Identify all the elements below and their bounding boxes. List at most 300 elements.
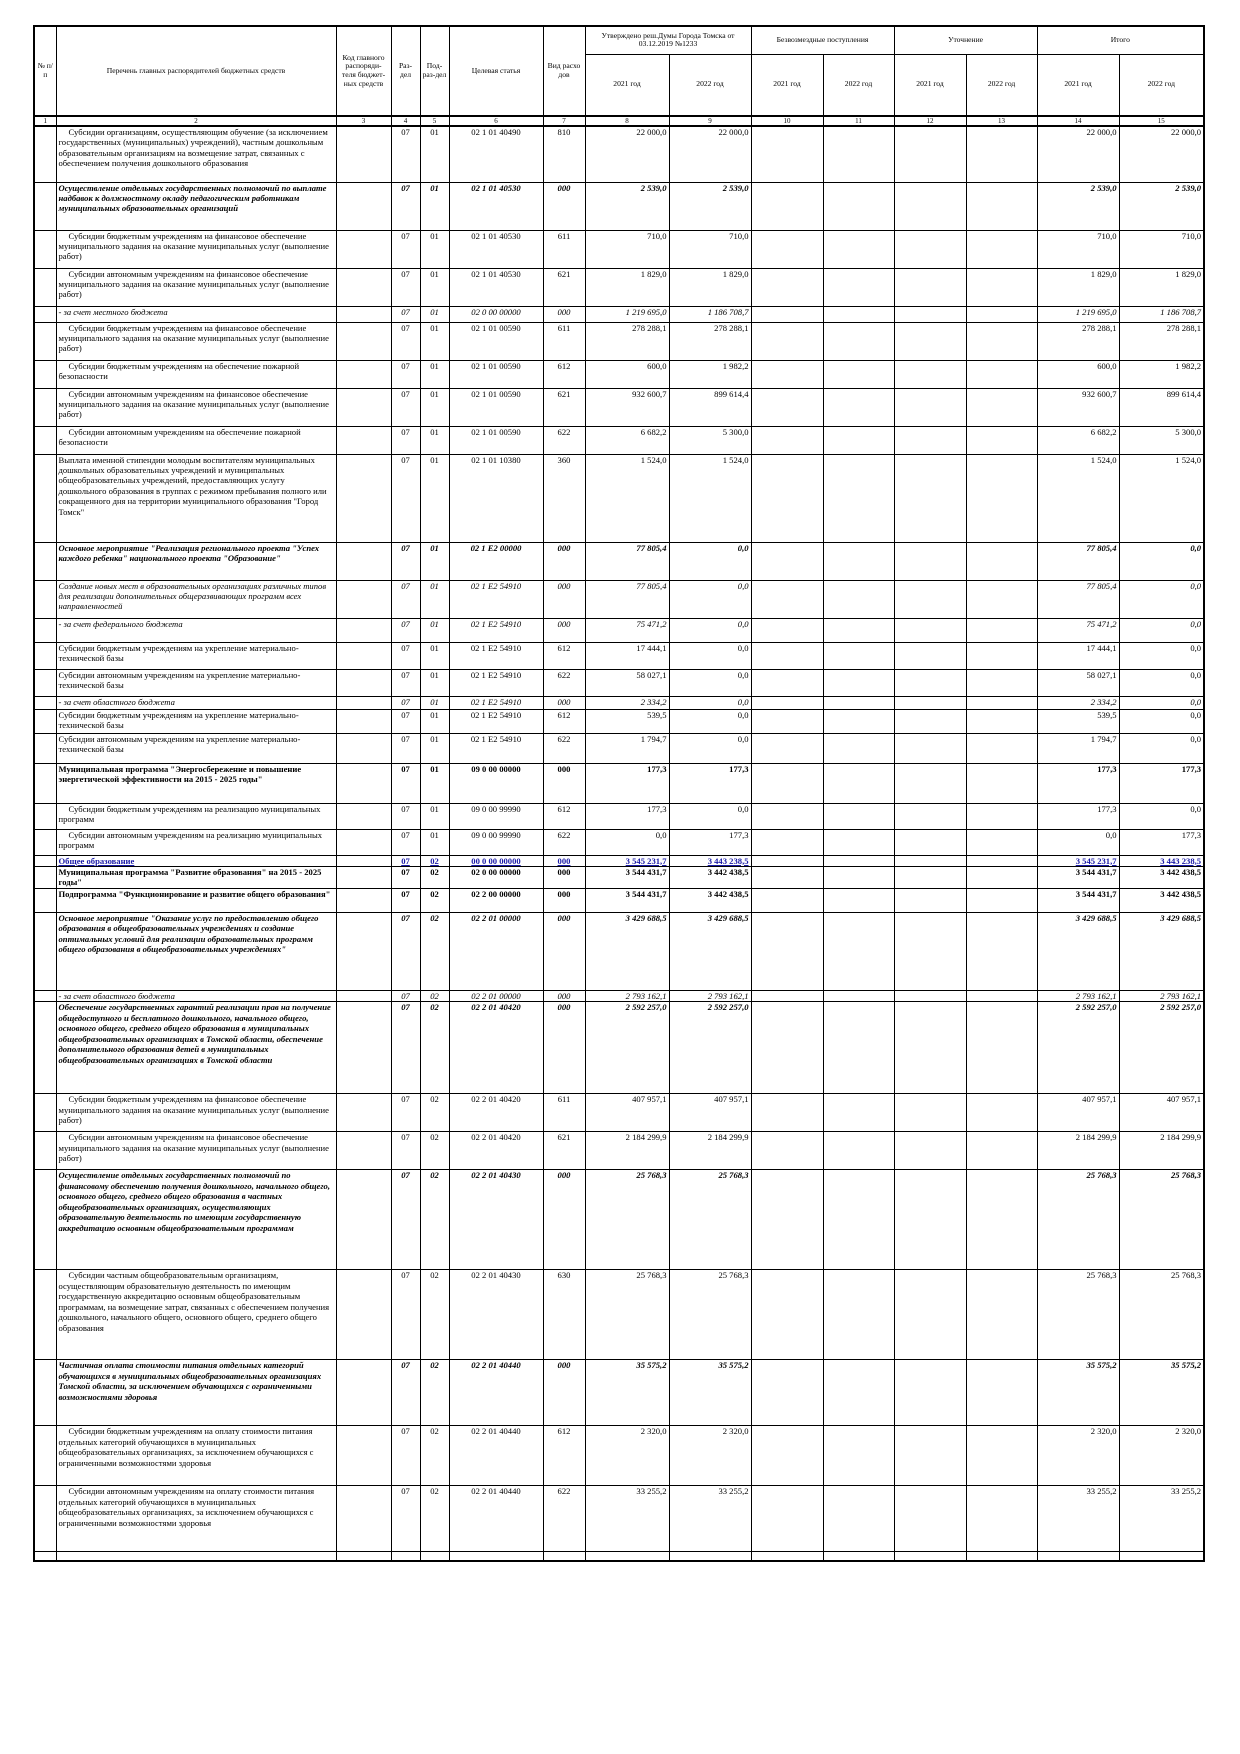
empty-cell: [823, 1552, 894, 1562]
header-approved: Утверждено реш.Думы Города Томска от 03.12.2019 №1233: [585, 26, 751, 54]
cell-grbs: [336, 855, 391, 866]
cell-no: [34, 733, 56, 763]
cell-no: [34, 360, 56, 388]
cell-podrazdel: 01: [420, 580, 449, 618]
cell-clarify-2021: [894, 888, 966, 912]
cell-name: Субсидии автономным учреждениям на реализацию муниципальных программ: [56, 829, 336, 855]
cell-podrazdel: 01: [420, 182, 449, 230]
cell-razdel: 07: [391, 696, 420, 709]
cell-total-2021: 278 288,1: [1037, 322, 1119, 360]
header-podrazdel: Под-раз-дел: [420, 26, 449, 116]
table-body: [34, 126, 1204, 1561]
cell-free-2021: [751, 829, 823, 855]
cell-total-2022: 1 186 708,7: [1119, 306, 1204, 322]
header-clarify: Уточнение: [894, 26, 1037, 54]
table-row: [34, 1486, 1204, 1552]
cell-grbs: [336, 1270, 391, 1360]
cell-no: [34, 322, 56, 360]
cell-podrazdel: 02: [420, 1002, 449, 1094]
cell-clarify-2022: [966, 642, 1037, 669]
cell-total-2022: 0,0: [1119, 669, 1204, 696]
cell-clarify-2022: [966, 1002, 1037, 1094]
cell-target: 02 2 01 40420: [449, 1002, 543, 1094]
cell-total-2021: 1 829,0: [1037, 268, 1119, 306]
cell-approved-2021: 932 600,7: [585, 388, 669, 426]
cell-name: - за счет областного бюджета: [56, 696, 336, 709]
cell-target: 02 2 00 00000: [449, 888, 543, 912]
cell-free-2021: [751, 866, 823, 888]
cell-total-2022: 2 793 162,1: [1119, 990, 1204, 1001]
cell-total-2021: 58 027,1: [1037, 669, 1119, 696]
cell-clarify-2022: [966, 855, 1037, 866]
cell-clarify-2022: [966, 268, 1037, 306]
column-number: 10: [751, 116, 823, 126]
cell-clarify-2022: [966, 803, 1037, 829]
cell-total-2021: 3 544 431,7: [1037, 888, 1119, 912]
cell-free-2022: [823, 1094, 894, 1132]
column-number: 13: [966, 116, 1037, 126]
cell-total-2021: 3 429 688,5: [1037, 912, 1119, 990]
cell-razdel: 07: [391, 182, 420, 230]
cell-clarify-2021: [894, 829, 966, 855]
cell-vid: 000: [543, 580, 585, 618]
cell-target: 09 0 00 99990: [449, 803, 543, 829]
table-row: [34, 912, 1204, 990]
cell-free-2021: [751, 182, 823, 230]
cell-razdel: 07: [391, 388, 420, 426]
cell-total-2022: 22 000,0: [1119, 126, 1204, 182]
cell-clarify-2022: [966, 1132, 1037, 1170]
cell-clarify-2021: [894, 182, 966, 230]
cell-total-2021: 3 544 431,7: [1037, 866, 1119, 888]
cell-total-2021: 25 768,3: [1037, 1270, 1119, 1360]
cell-name: Субсидии автономным учреждениям на обеспечение пожарной безопасности: [56, 426, 336, 454]
column-number: 1: [34, 116, 56, 126]
header-year: 2021 год: [894, 54, 966, 116]
cell-total-2022: 3 429 688,5: [1119, 912, 1204, 990]
cell-no: [34, 888, 56, 912]
cell-podrazdel: 02: [420, 912, 449, 990]
cell-vid: 612: [543, 642, 585, 669]
cell-total-2021: 22 000,0: [1037, 126, 1119, 182]
cell-free-2021: [751, 642, 823, 669]
cell-approved-2022: 33 255,2: [669, 1486, 751, 1552]
cell-target: 02 2 01 00000: [449, 912, 543, 990]
cell-name: Подпрограмма "Функционирование и развитие общего образования": [56, 888, 336, 912]
cell-no: [34, 618, 56, 642]
table-row: [34, 1360, 1204, 1426]
cell-no: [34, 1132, 56, 1170]
cell-free-2022: [823, 322, 894, 360]
table-row: [34, 888, 1204, 912]
cell-free-2022: [823, 763, 894, 803]
empty-cell: [420, 1552, 449, 1562]
cell-target: 02 1 E2 54910: [449, 709, 543, 733]
cell-name: Осуществление отдельных государственных полномочий по финансовому обеспечению получения дошкольного, начального общего, основного общего, среднего общего образования в частных общеобразовательных организациях, осуществляющих образовательную деятельность по имеющим государственную аккредитацию основным общеобразовательным программам: [56, 1170, 336, 1270]
cell-target: 02 1 E2 54910: [449, 618, 543, 642]
cell-total-2021: 2 184 299,9: [1037, 1132, 1119, 1170]
cell-vid: 622: [543, 1486, 585, 1552]
cell-approved-2021: 2 592 257,0: [585, 1002, 669, 1094]
cell-target: 02 2 01 40420: [449, 1094, 543, 1132]
cell-grbs: [336, 360, 391, 388]
cell-vid: 000: [543, 696, 585, 709]
cell-grbs: [336, 1486, 391, 1552]
cell-vid: 000: [543, 763, 585, 803]
cell-clarify-2021: [894, 426, 966, 454]
budget-table: [33, 25, 1205, 1562]
column-number: 2: [56, 116, 336, 126]
cell-total-2021: 0,0: [1037, 829, 1119, 855]
cell-name: Субсидии бюджетным учреждениям на оплату стоимости питания отдельных категорий обучающихся в муниципальных общеобразовательных организациях, за исключением обучающихся с ограниченными возможностями здоровья: [56, 1426, 336, 1486]
cell-grbs: [336, 1132, 391, 1170]
cell-approved-2022: 0,0: [669, 803, 751, 829]
cell-free-2021: [751, 388, 823, 426]
cell-free-2021: [751, 855, 823, 866]
cell-name: Создание новых мест в образовательных организациях различных типов для реализации дополнительных общеразвивающих программ всех направленностей: [56, 580, 336, 618]
cell-no: [34, 990, 56, 1001]
cell-total-2021: 2 592 257,0: [1037, 1002, 1119, 1094]
header-year: 2022 год: [823, 54, 894, 116]
cell-clarify-2021: [894, 360, 966, 388]
table-row: [34, 1002, 1204, 1094]
cell-target: 02 1 01 40530: [449, 182, 543, 230]
cell-free-2021: [751, 230, 823, 268]
cell-free-2022: [823, 126, 894, 182]
cell-target: 02 1 01 40530: [449, 230, 543, 268]
cell-razdel: 07: [391, 1426, 420, 1486]
cell-no: [34, 803, 56, 829]
table-row: [34, 1270, 1204, 1360]
cell-name: Субсидии автономным учреждениям на оплату стоимости питания отдельных категорий обучающихся в муниципальных общеобразовательных организациях, за исключением обучающихся с ограниченными возможностями здоровья: [56, 1486, 336, 1552]
cell-free-2021: [751, 888, 823, 912]
cell-razdel: 07: [391, 1360, 420, 1426]
cell-podrazdel: 01: [420, 126, 449, 182]
cell-no: [34, 182, 56, 230]
cell-total-2022: 0,0: [1119, 542, 1204, 580]
cell-clarify-2021: [894, 1426, 966, 1486]
cell-target: 02 1 E2 54910: [449, 669, 543, 696]
cell-name: Субсидии бюджетным учреждениям на укрепление материально-технической базы: [56, 642, 336, 669]
cell-approved-2021: 2 539,0: [585, 182, 669, 230]
cell-vid: 000: [543, 306, 585, 322]
cell-free-2021: [751, 803, 823, 829]
cell-no: [34, 1360, 56, 1426]
cell-razdel: 07: [391, 126, 420, 182]
cell-free-2022: [823, 803, 894, 829]
cell-target: 02 1 01 00590: [449, 388, 543, 426]
cell-razdel: 07: [391, 866, 420, 888]
cell-clarify-2021: [894, 1002, 966, 1094]
cell-podrazdel: 01: [420, 388, 449, 426]
column-number: 4: [391, 116, 420, 126]
cell-target: 02 0 00 00000: [449, 306, 543, 322]
cell-vid: 000: [543, 1170, 585, 1270]
cell-approved-2022: 177,3: [669, 829, 751, 855]
cell-name: - за счет местного бюджета: [56, 306, 336, 322]
cell-no: [34, 696, 56, 709]
cell-total-2022: 177,3: [1119, 763, 1204, 803]
cell-clarify-2021: [894, 1270, 966, 1360]
header-year: 2021 год: [1037, 54, 1119, 116]
cell-approved-2022: 177,3: [669, 763, 751, 803]
cell-free-2022: [823, 888, 894, 912]
cell-target: 02 2 01 40430: [449, 1270, 543, 1360]
cell-grbs: [336, 580, 391, 618]
cell-approved-2021: 278 288,1: [585, 322, 669, 360]
cell-target: 09 0 00 99990: [449, 829, 543, 855]
cell-clarify-2022: [966, 1270, 1037, 1360]
cell-total-2022: 2 592 257,0: [1119, 1002, 1204, 1094]
cell-clarify-2021: [894, 1360, 966, 1426]
cell-name: Субсидии бюджетным учреждениям на укрепление материально-технической базы: [56, 709, 336, 733]
table-row: [34, 1170, 1204, 1270]
table-row: [34, 542, 1204, 580]
cell-approved-2021: 2 184 299,9: [585, 1132, 669, 1170]
cell-clarify-2021: [894, 388, 966, 426]
cell-clarify-2021: [894, 866, 966, 888]
table-row: [34, 580, 1204, 618]
cell-approved-2021: 3 429 688,5: [585, 912, 669, 990]
cell-target: 02 1 E2 54910: [449, 642, 543, 669]
cell-razdel: 07: [391, 306, 420, 322]
cell-razdel: 07: [391, 230, 420, 268]
cell-clarify-2021: [894, 618, 966, 642]
cell-grbs: [336, 912, 391, 990]
cell-grbs: [336, 426, 391, 454]
cell-free-2022: [823, 1360, 894, 1426]
cell-free-2022: [823, 360, 894, 388]
cell-target: 02 1 E2 00000: [449, 542, 543, 580]
cell-free-2021: [751, 1002, 823, 1094]
cell-clarify-2021: [894, 306, 966, 322]
cell-razdel: 07: [391, 1132, 420, 1170]
column-number: 15: [1119, 116, 1204, 126]
cell-vid: 810: [543, 126, 585, 182]
cell-grbs: [336, 709, 391, 733]
cell-total-2022: 0,0: [1119, 642, 1204, 669]
cell-name: - за счет федерального бюджета: [56, 618, 336, 642]
cell-grbs: [336, 733, 391, 763]
cell-approved-2021: 0,0: [585, 829, 669, 855]
cell-free-2022: [823, 1132, 894, 1170]
cell-free-2022: [823, 866, 894, 888]
cell-clarify-2021: [894, 855, 966, 866]
cell-total-2022: 407 957,1: [1119, 1094, 1204, 1132]
column-number: 3: [336, 116, 391, 126]
cell-free-2021: [751, 1170, 823, 1270]
cell-free-2022: [823, 1426, 894, 1486]
cell-target: 02 1 E2 54910: [449, 733, 543, 763]
table-row: [34, 306, 1204, 322]
cell-razdel: 07: [391, 618, 420, 642]
cell-total-2022: 0,0: [1119, 733, 1204, 763]
cell-no: [34, 1002, 56, 1094]
cell-approved-2022: 0,0: [669, 669, 751, 696]
cell-razdel: 07: [391, 1094, 420, 1132]
cell-podrazdel: 01: [420, 426, 449, 454]
table-row: [34, 709, 1204, 733]
cell-total-2022: 0,0: [1119, 618, 1204, 642]
cell-razdel: 07: [391, 360, 420, 388]
cell-total-2022: 3 442 438,5: [1119, 888, 1204, 912]
cell-podrazdel: 02: [420, 855, 449, 866]
cell-free-2021: [751, 322, 823, 360]
table-row: [34, 855, 1204, 866]
cell-clarify-2022: [966, 360, 1037, 388]
cell-free-2022: [823, 1270, 894, 1360]
header-grbs: Код главного распоряди-теля бюджет-ных средств: [336, 26, 391, 116]
table-row: [34, 1426, 1204, 1486]
empty-cell: [543, 1552, 585, 1562]
cell-total-2021: 1 524,0: [1037, 454, 1119, 542]
cell-podrazdel: 01: [420, 642, 449, 669]
cell-approved-2021: 2 793 162,1: [585, 990, 669, 1001]
cell-total-2022: 33 255,2: [1119, 1486, 1204, 1552]
cell-approved-2021: 25 768,3: [585, 1170, 669, 1270]
cell-vid: 000: [543, 855, 585, 866]
cell-free-2022: [823, 709, 894, 733]
cell-no: [34, 669, 56, 696]
table-row: [34, 990, 1204, 1001]
cell-target: 02 2 01 40420: [449, 1132, 543, 1170]
cell-total-2021: 77 805,4: [1037, 580, 1119, 618]
cell-name: Субсидии бюджетным учреждениям на финансовое обеспечение муниципального задания на оказание муниципальных услуг (выполнение работ): [56, 322, 336, 360]
cell-name: Субсидии автономным учреждениям на финансовое обеспечение муниципального задания на оказание муниципальных услуг (выполнение работ): [56, 388, 336, 426]
cell-free-2022: [823, 230, 894, 268]
cell-podrazdel: 02: [420, 1486, 449, 1552]
empty-cell: [34, 1552, 56, 1562]
table-row: [34, 454, 1204, 542]
cell-grbs: [336, 1170, 391, 1270]
cell-name: Муниципальная программа "Развитие образования" на 2015 - 2025 годы": [56, 866, 336, 888]
cell-grbs: [336, 763, 391, 803]
cell-free-2021: [751, 542, 823, 580]
table-row: [34, 426, 1204, 454]
cell-approved-2022: 407 957,1: [669, 1094, 751, 1132]
cell-podrazdel: 01: [420, 306, 449, 322]
cell-approved-2021: 58 027,1: [585, 669, 669, 696]
cell-razdel: 07: [391, 912, 420, 990]
cell-name: Муниципальная программа "Энергосбережение и повышение энергетической эффективности на 2015 - 2025 годы": [56, 763, 336, 803]
cell-total-2022: 3 443 238,5: [1119, 855, 1204, 866]
cell-clarify-2022: [966, 388, 1037, 426]
cell-total-2021: 932 600,7: [1037, 388, 1119, 426]
cell-approved-2022: 0,0: [669, 642, 751, 669]
table-row: [34, 268, 1204, 306]
cell-free-2022: [823, 182, 894, 230]
cell-clarify-2021: [894, 912, 966, 990]
empty-cell: [966, 1552, 1037, 1562]
cell-total-2021: 600,0: [1037, 360, 1119, 388]
cell-free-2022: [823, 454, 894, 542]
table-row: [34, 618, 1204, 642]
cell-no: [34, 268, 56, 306]
table-row: [34, 182, 1204, 230]
cell-no: [34, 829, 56, 855]
cell-name: Субсидии организациям, осуществляющим обучение (за исключением государственных (муниципальных) учреждений), частным дошкольным образовательным организациям на возмещение затрат, связанных с обеспечением получения дошкольного образования: [56, 126, 336, 182]
cell-approved-2021: 35 575,2: [585, 1360, 669, 1426]
table-row: [34, 230, 1204, 268]
cell-vid: 612: [543, 360, 585, 388]
cell-total-2022: 278 288,1: [1119, 322, 1204, 360]
cell-name: Субсидии бюджетным учреждениям на реализацию муниципальных программ: [56, 803, 336, 829]
cell-vid: 000: [543, 888, 585, 912]
empty-cell: [1119, 1552, 1204, 1562]
cell-name: Основное мероприятие "Оказание услуг по предоставлению общего образования в общеобразовательных учреждениях и создание оптимальных условий для реализации образовательных программ общего образования в общеобразовательных учреждениях": [56, 912, 336, 990]
table-row: [34, 1132, 1204, 1170]
header-year: 2021 год: [585, 54, 669, 116]
cell-approved-2021: 3 544 431,7: [585, 888, 669, 912]
cell-grbs: [336, 306, 391, 322]
cell-vid: 622: [543, 669, 585, 696]
cell-razdel: 07: [391, 1002, 420, 1094]
cell-approved-2021: 77 805,4: [585, 580, 669, 618]
empty-cell: [391, 1552, 420, 1562]
cell-clarify-2022: [966, 1094, 1037, 1132]
cell-razdel: 07: [391, 763, 420, 803]
cell-grbs: [336, 1360, 391, 1426]
cell-approved-2022: 3 442 438,5: [669, 866, 751, 888]
cell-free-2021: [751, 1132, 823, 1170]
cell-free-2022: [823, 388, 894, 426]
cell-clarify-2022: [966, 696, 1037, 709]
cell-vid: 000: [543, 182, 585, 230]
cell-grbs: [336, 669, 391, 696]
cell-free-2022: [823, 642, 894, 669]
cell-approved-2021: 1 219 695,0: [585, 306, 669, 322]
cell-total-2021: 177,3: [1037, 763, 1119, 803]
cell-name: Субсидии автономным учреждениям на укрепление материально-технической базы: [56, 669, 336, 696]
column-number: 12: [894, 116, 966, 126]
cell-clarify-2022: [966, 426, 1037, 454]
cell-razdel: 07: [391, 426, 420, 454]
column-numbers-row: [34, 116, 1204, 126]
cell-grbs: [336, 803, 391, 829]
cell-grbs: [336, 542, 391, 580]
column-number: 8: [585, 116, 669, 126]
cell-clarify-2022: [966, 763, 1037, 803]
cell-vid: 622: [543, 733, 585, 763]
cell-name: Субсидии автономным учреждениям на укрепление материально-технической базы: [56, 733, 336, 763]
cell-total-2022: 177,3: [1119, 829, 1204, 855]
cell-podrazdel: 01: [420, 360, 449, 388]
cell-clarify-2022: [966, 669, 1037, 696]
cell-grbs: [336, 322, 391, 360]
cell-approved-2022: 278 288,1: [669, 322, 751, 360]
cell-no: [34, 230, 56, 268]
cell-no: [34, 912, 56, 990]
cell-no: [34, 855, 56, 866]
cell-grbs: [336, 888, 391, 912]
cell-podrazdel: 02: [420, 1426, 449, 1486]
cell-free-2022: [823, 696, 894, 709]
cell-free-2022: [823, 990, 894, 1001]
cell-vid: 630: [543, 1270, 585, 1360]
cell-approved-2022: 3 429 688,5: [669, 912, 751, 990]
cell-total-2022: 0,0: [1119, 580, 1204, 618]
cell-razdel: 07: [391, 829, 420, 855]
cell-approved-2021: 407 957,1: [585, 1094, 669, 1132]
cell-clarify-2022: [966, 618, 1037, 642]
cell-clarify-2021: [894, 1486, 966, 1552]
cell-approved-2021: 3 544 431,7: [585, 866, 669, 888]
cell-target: 02 1 01 40530: [449, 268, 543, 306]
table-row: [34, 829, 1204, 855]
cell-approved-2021: 600,0: [585, 360, 669, 388]
cell-total-2022: 35 575,2: [1119, 1360, 1204, 1426]
cell-razdel: 07: [391, 888, 420, 912]
